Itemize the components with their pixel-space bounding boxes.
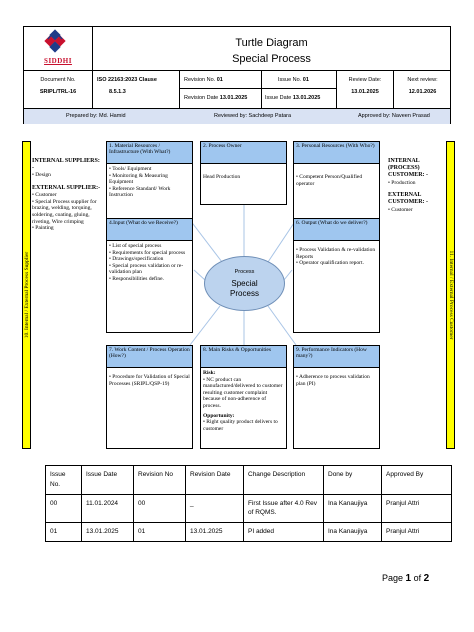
table-cell: 13.01.2025 (82, 523, 134, 542)
box-title: 1. Material Resources / Infrastructure (With What?) (107, 142, 192, 164)
approved-by: Approved by: Naveen Prasad (358, 113, 430, 119)
box-line: • NC product can manufactured/delivered to customer resulting customer complaint because of non-adherence of process. (203, 376, 283, 409)
box-body (294, 164, 379, 189)
page-label: Page (382, 573, 404, 583)
connector-line (268, 220, 296, 262)
issue-date-value: 13.01.2025 (292, 95, 321, 101)
document-number-label: Document No. (40, 77, 76, 83)
box-line: • Drawings/specification (109, 256, 164, 263)
box-performance-indicators (293, 345, 380, 449)
external-supplier-item: • Special Process supplier for brazing, welding, torquing, soldering, coating, gluing, riveting, Wire crimping (32, 198, 97, 225)
table-cell: 00 (46, 494, 82, 523)
clause-label: ISO 22163:2023 Clause (97, 77, 157, 83)
page-current: 1 (405, 573, 412, 584)
table-cell: PI added (244, 523, 324, 542)
column-header: Issue No. (46, 466, 82, 495)
box-line: • Right quality product delivers to customer (203, 419, 278, 432)
issue-no-label: Issue No. (278, 77, 302, 83)
internal-supplier-item: • Design (32, 172, 51, 179)
table-cell: 01 (134, 523, 186, 542)
revision-no-value: 01 (216, 77, 223, 83)
issue-date-label: Issue Date (265, 95, 292, 101)
page-number (382, 573, 429, 584)
box-line: • Procedure for Validation of Special Processes (SRIPL/QSP-19) (109, 374, 190, 387)
column-header: Issue Date (82, 466, 134, 495)
box-title: 2. Process Owner (201, 142, 286, 164)
table-cell: Ina Kanaujiya (324, 494, 382, 523)
box-title: 7. Work Content / Process Operation (How?) (107, 346, 192, 368)
box-line: • Process Validation & re-validation Reports (296, 247, 376, 260)
review-date-label: Review Date: (348, 77, 382, 83)
table-cell: 00 (134, 494, 186, 523)
internal-customer-heading: INTERNAL (PROCESS) CUSTOMER: - (388, 158, 429, 179)
table-cell: 13.01.2025 (186, 523, 244, 542)
column-header: Revision Date (186, 466, 244, 495)
process-node (204, 256, 285, 311)
box-input (106, 218, 193, 333)
box-line: • Operator qualification report. (296, 260, 364, 267)
box-body (294, 368, 379, 389)
page-of: of (413, 573, 422, 583)
box-line: • Special process validation or re-validation plan (109, 262, 184, 276)
table-cell: _ (186, 494, 244, 523)
supplier-side-bar-label: 10. Internal / External Process Supplier (23, 251, 30, 339)
box-output (293, 218, 380, 333)
connector-line (268, 306, 296, 345)
table-row (46, 523, 452, 542)
clause-value: 8.5.1.3 (109, 89, 126, 95)
table-cell: Pranjul Attri (382, 494, 452, 523)
opportunity-heading: Opportunity: (203, 412, 235, 419)
box-line: • Competent Person/Qualified operator (296, 174, 363, 187)
column-header: Change Description (244, 466, 324, 495)
external-customer-item: • Customer (388, 206, 413, 213)
document-title: Turtle Diagram (235, 37, 308, 49)
table-cell: Pranjul Attri (382, 523, 452, 542)
document-number-value: SRIPL/TRL-16 (39, 89, 77, 95)
process-name (205, 279, 284, 298)
connector-line (190, 220, 222, 262)
table-header-row (46, 466, 452, 495)
external-customer-heading: EXTERNAL CUSTOMER: - (388, 192, 429, 206)
risk-heading: Risk: (203, 370, 216, 376)
table-cell: 11.01.2024 (82, 494, 134, 523)
box-material-resources (106, 141, 193, 221)
box-personal-resources (293, 141, 380, 221)
box-line: Head Production (203, 174, 241, 180)
prepared-by: Prepared by: Md. Hamid (66, 113, 126, 119)
table-cell: First Issue after 4.0 Rev of RQMS. (244, 494, 324, 523)
box-body (201, 164, 286, 183)
process-label: Process (234, 269, 255, 275)
revision-date-label: Revision Date (184, 95, 219, 101)
box-body (201, 368, 286, 434)
internal-customer-item: • Production (388, 179, 416, 186)
table-cell: Ina Kanaujiya (324, 523, 382, 542)
connector-line (190, 306, 220, 345)
table-row (46, 494, 452, 523)
column-header: Revision No (134, 466, 186, 495)
box-line: • Requirements for special process (109, 249, 186, 256)
box-line: • Monitoring & Measuring Equipment (109, 172, 168, 186)
box-line: • List of special process (109, 243, 162, 249)
connector-line (284, 270, 292, 280)
process-name-line: Process (230, 288, 259, 298)
box-title: 9. Performance Indicators (How many?) (294, 346, 379, 368)
box-line: • Adherence to process validation plan (PI) (296, 374, 370, 387)
box-title: 8. Main Risks & Opportunities (201, 346, 286, 368)
box-line: • Responsibilities define. (109, 275, 164, 282)
external-supplier-heading: EXTERNAL SUPPLIER:- (32, 184, 101, 191)
review-date-value: 13.01.2025 (351, 89, 379, 95)
connector-line (194, 270, 205, 280)
next-review-value: 12.01.2026 (408, 89, 437, 95)
table-cell: 01 (46, 523, 82, 542)
box-work-content (106, 345, 193, 449)
external-supplier-item: • Customer (32, 192, 57, 199)
revision-no-label: Revision No. (184, 77, 216, 83)
box-line: • Tools/ Equipment (109, 166, 152, 172)
column-header: Done by (324, 466, 382, 495)
next-review-label: Next review: (407, 77, 438, 83)
internal-suppliers-heading: INTERNAL SUPPLIERS: - (32, 158, 100, 172)
box-title: 3. Personal Resources (With Who?) (294, 142, 379, 164)
box-body (107, 368, 192, 389)
external-supplier-item: • Painting (32, 225, 54, 232)
box-risks-opportunities (200, 345, 287, 449)
customer-side-bar-label: 11. Internal / External Process Customer (447, 250, 454, 340)
box-title: 6. Output (What do we deliver?) (294, 219, 379, 241)
document-subtitle: Special Process (232, 53, 311, 65)
box-body (107, 241, 192, 285)
page-total: 2 (423, 573, 430, 584)
company-name: SIDDHI (44, 57, 72, 65)
revision-date-value: 13.01.2025 (219, 95, 248, 101)
box-body (107, 164, 192, 201)
reviewed-by: Reviewed by: Sachdeep Patara (214, 113, 292, 119)
box-title: 4.Input (What do we Receive?) (107, 219, 192, 241)
box-process-owner (200, 141, 287, 205)
box-line: • Reference Standard/ Work Instruction (109, 185, 171, 199)
column-header: Approved By (382, 466, 452, 495)
revision-history-table (45, 465, 452, 542)
process-name-line: Special (231, 279, 258, 288)
issue-no-value: 01 (302, 77, 309, 83)
box-body (294, 241, 379, 269)
